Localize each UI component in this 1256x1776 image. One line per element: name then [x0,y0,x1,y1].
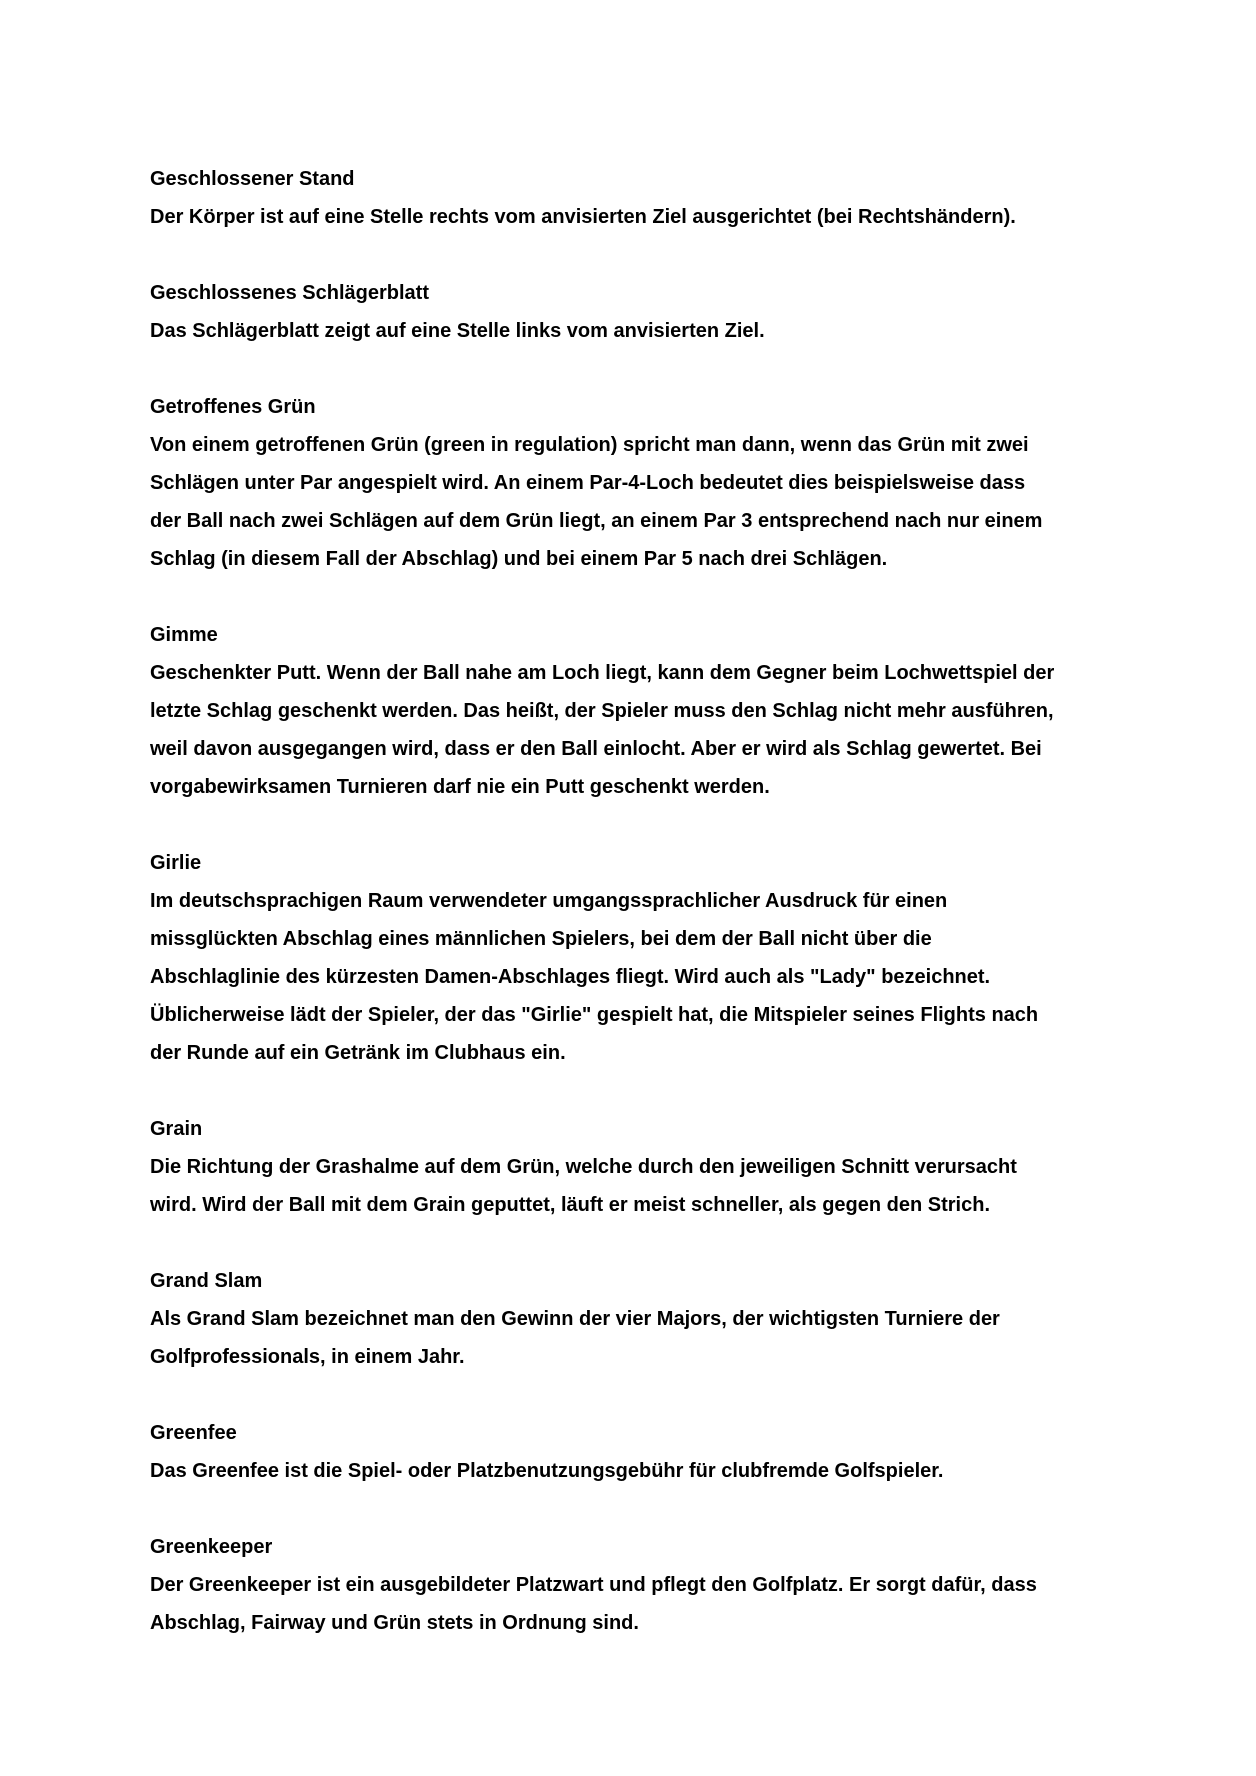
entry-definition [150,1566,1110,1642]
entry-term: Greenfee [150,1422,237,1444]
definition-line: Die Richtung der Grashalme auf dem Grün, welche durch den jeweiligen Schnitt verursacht [150,1156,1017,1178]
glossary-entry [150,160,1110,236]
glossary-entry [150,616,1110,806]
definition-line: Schlägen unter Par angespielt wird. An einem Par-4-Loch bedeutet dies beispielsweise dass [150,472,1026,494]
definition-line: Der Greenkeeper ist ein ausgebildeter Platzwart und pflegt den Golfplatz. Er sorgt dafür, dass [150,1574,1037,1596]
entry-term: Geschlossener Stand [150,168,355,190]
definition-line: Von einem getroffenen Grün (green in regulation) spricht man dann, wenn das Grün mit zwei [150,434,1029,456]
entry-definition [150,882,1110,1072]
definition-line: letzte Schlag geschenkt werden. Das heißt, der Spieler muss den Schlag nicht mehr ausführen, [150,700,1054,722]
entry-definition [150,1148,1110,1224]
definition-line: Der Körper ist auf eine Stelle rechts vom anvisierten Ziel ausgerichtet (bei Rechtshändern). [150,206,1016,228]
definition-line: vorgabewirksamen Turnieren darf nie ein Putt geschenkt werden. [150,776,770,798]
definition-line: weil davon ausgegangen wird, dass er den Ball einlocht. Aber er wird als Schlag gewertet. Bei [150,738,1042,760]
glossary-entry [150,1414,1110,1490]
entry-term: Greenkeeper [150,1536,273,1558]
entry-definition [150,1452,1110,1490]
glossary-entry [150,1110,1110,1224]
entry-term: Gimme [150,624,218,646]
definition-line: Als Grand Slam bezeichnet man den Gewinn der vier Majors, der wichtigsten Turniere der [150,1308,1000,1330]
entry-term: Grand Slam [150,1270,263,1292]
definition-line: Golfprofessionals, in einem Jahr. [150,1346,465,1368]
definition-line: Das Schlägerblatt zeigt auf eine Stelle links vom anvisierten Ziel. [150,320,765,342]
definition-line: der Ball nach zwei Schlägen auf dem Grün liegt, an einem Par 3 entsprechend nach nur einem [150,510,1043,532]
entry-definition [150,426,1110,578]
entry-term: Getroffenes Grün [150,396,316,418]
entry-definition [150,312,1110,350]
definition-line: Das Greenfee ist die Spiel- oder Platzbenutzungsgebühr für clubfremde Golfspieler. [150,1460,944,1482]
glossary-entry [150,1262,1110,1376]
definition-line: Im deutschsprachigen Raum verwendeter umgangssprachlicher Ausdruck für einen [150,890,948,912]
glossary-entry [150,274,1110,350]
glossary-entry [150,1528,1110,1642]
definition-line: Üblicherweise lädt der Spieler, der das "Girlie" gespielt hat, die Mitspieler seines Flights nach [150,1004,1039,1026]
definition-line: Schlag (in diesem Fall der Abschlag) und bei einem Par 5 nach drei Schlägen. [150,548,888,570]
entry-term: Grain [150,1118,203,1140]
definition-line: wird. Wird der Ball mit dem Grain geputtet, läuft er meist schneller, als gegen den Strich. [150,1194,991,1216]
glossary-entry [150,388,1110,578]
entry-definition [150,198,1110,236]
definition-line: Abschlaglinie des kürzesten Damen-Abschlages fliegt. Wird auch als "Lady" bezeichnet. [150,966,991,988]
entry-term: Girlie [150,852,202,874]
definition-line: missglückten Abschlag eines männlichen Spielers, bei dem der Ball nicht über die [150,928,932,950]
entry-definition [150,654,1110,806]
glossary-entry [150,844,1110,1072]
definition-line: der Runde auf ein Getränk im Clubhaus ein. [150,1042,566,1064]
definition-line: Abschlag, Fairway und Grün stets in Ordnung sind. [150,1612,639,1634]
entry-definition [150,1300,1110,1376]
document-page [150,160,1110,1680]
definition-line: Geschenkter Putt. Wenn der Ball nahe am Loch liegt, kann dem Gegner beim Lochwettspiel der [150,662,1055,684]
entry-term: Geschlossenes Schlägerblatt [150,282,430,304]
